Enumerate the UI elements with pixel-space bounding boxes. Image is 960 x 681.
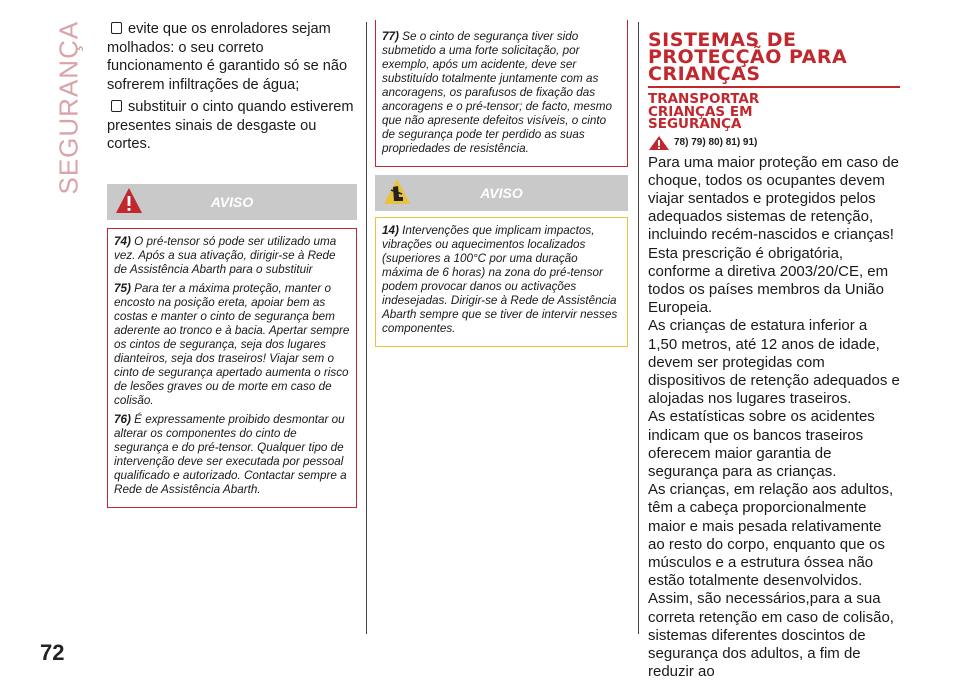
section-title: SISTEMAS DE PROTECÇÃO PARA CRIANÇAS xyxy=(648,29,848,85)
column-1 xyxy=(107,20,357,508)
warning-header xyxy=(375,175,628,211)
bullet-item: evite que os enroladores sejam molhados: o seu correto funcionamento é garantido só se não sofrerem infiltrações de água; xyxy=(107,21,348,93)
paragraph: Para uma maior proteção em caso de choque, todos os ocupantes devem viajar sentados e protegidos pelos adequados sistemas de retenção, incluindo recém-nascidos e crianças! xyxy=(648,153,899,244)
warning-14: 14) Intervenções que implicam impactos, vibrações ou aquecimentos localizados (superiores a 100°C por uma duração máxima de 6 horas) na zona do pré-tensor podem provocar danos ou activações indesejadas. Dirigir-se à Rede de Assistência Abarth sempre que se tiver de intervir nesses componentes. xyxy=(382,224,618,335)
bullet-item: substituir o cinto quando estiverem presentes sinais de desgaste ou cortes. xyxy=(107,99,354,152)
warning-76: 76) É expressamente proibido desmontar ou alterar os componentes do cinto de segurança e do pré-tensor. Qualquer tipo de intervenção deve ser executada por pessoal qualificado e autorizado. Contactar sempre a Rede de Assistência Abarth. xyxy=(114,412,347,496)
column-2 xyxy=(375,20,628,347)
page-number: 72 xyxy=(40,640,65,665)
column-divider xyxy=(366,22,367,634)
column-3 xyxy=(648,20,900,681)
warning-box xyxy=(375,217,628,347)
subsection-title: TRANSPORTAR CRIANÇAS EM SEGURANÇA xyxy=(648,91,760,132)
warning-header xyxy=(107,184,357,220)
section-side-label: SEGURANÇA xyxy=(53,20,84,195)
paragraph: As crianças, em relação aos adultos, têm a cabeça proporcionalmente maior e mais pesada relativamente ao resto do corpo, enquanto que os músculos e a estrutura óssea não estão totalmente desenvolvidos. Assim, são necessários,para a sua correta retenção em caso de colisão, sistemas diferentes doscintos de segurança dos adultos, a fim de reduzir ao xyxy=(648,481,894,681)
warning-references: 78) 79) 80) 81) 91) xyxy=(648,135,900,151)
warning-title: AVISO xyxy=(210,193,254,210)
checkbox-bullet-icon xyxy=(111,22,122,34)
warning-75: 75) Para ter a máxima proteção, manter o encosto na posição ereta, apoiar bem as costas e manter o cinto de segurança bem aderente ao tronco e à bacia. Apertar sempre os cintos de segurança, seja dos lugares dianteiros, seja dos traseiros! Viajar sem o cinto de segurança apertado aumenta o risco de lesões graves ou de morte em caso de colisão. xyxy=(114,281,350,407)
warning-74: 74) O pré-tensor só pode ser utilizado uma vez. Após a sua ativação, dirigir-se à Rede de Assistência Abarth para o substituir xyxy=(114,234,337,276)
warning-box xyxy=(107,228,357,508)
column-divider xyxy=(638,22,639,634)
warning-triangle-icon xyxy=(648,135,670,151)
title-rule xyxy=(648,86,900,88)
paragraph: Esta prescrição é obrigatória, conforme a diretiva 2003/20/CE, em todos os países membros da União Europeia. xyxy=(648,244,889,317)
warning-box-continued xyxy=(375,20,628,167)
warning-77: 77) Se o cinto de segurança tiver sido submetido a uma forte solicitação, por exemplo, após um acidente, deve ser substituído totalmente juntamente com as ancoragens, os parafusos de fixação das ancoragens e o pré-tensor; de facto, mesmo que não apresente defeitos visíveis, o cinto de segurança pode ter perdido as suas propriedades de resistência. xyxy=(382,30,612,155)
checkbox-bullet-icon xyxy=(111,100,122,112)
paragraph: As estatísticas sobre os acidentes indicam que os bancos traseiros oferecem maior garantia de segurança para as crianças. xyxy=(648,408,875,480)
warning-title: AVISO xyxy=(480,185,523,201)
paragraph: As crianças de estatura inferior a 1,50 metros, até 12 anos de idade, devem ser protegidas com dispositivos de retenção adequados e alojadas nos lugares traseiros. xyxy=(648,317,900,408)
